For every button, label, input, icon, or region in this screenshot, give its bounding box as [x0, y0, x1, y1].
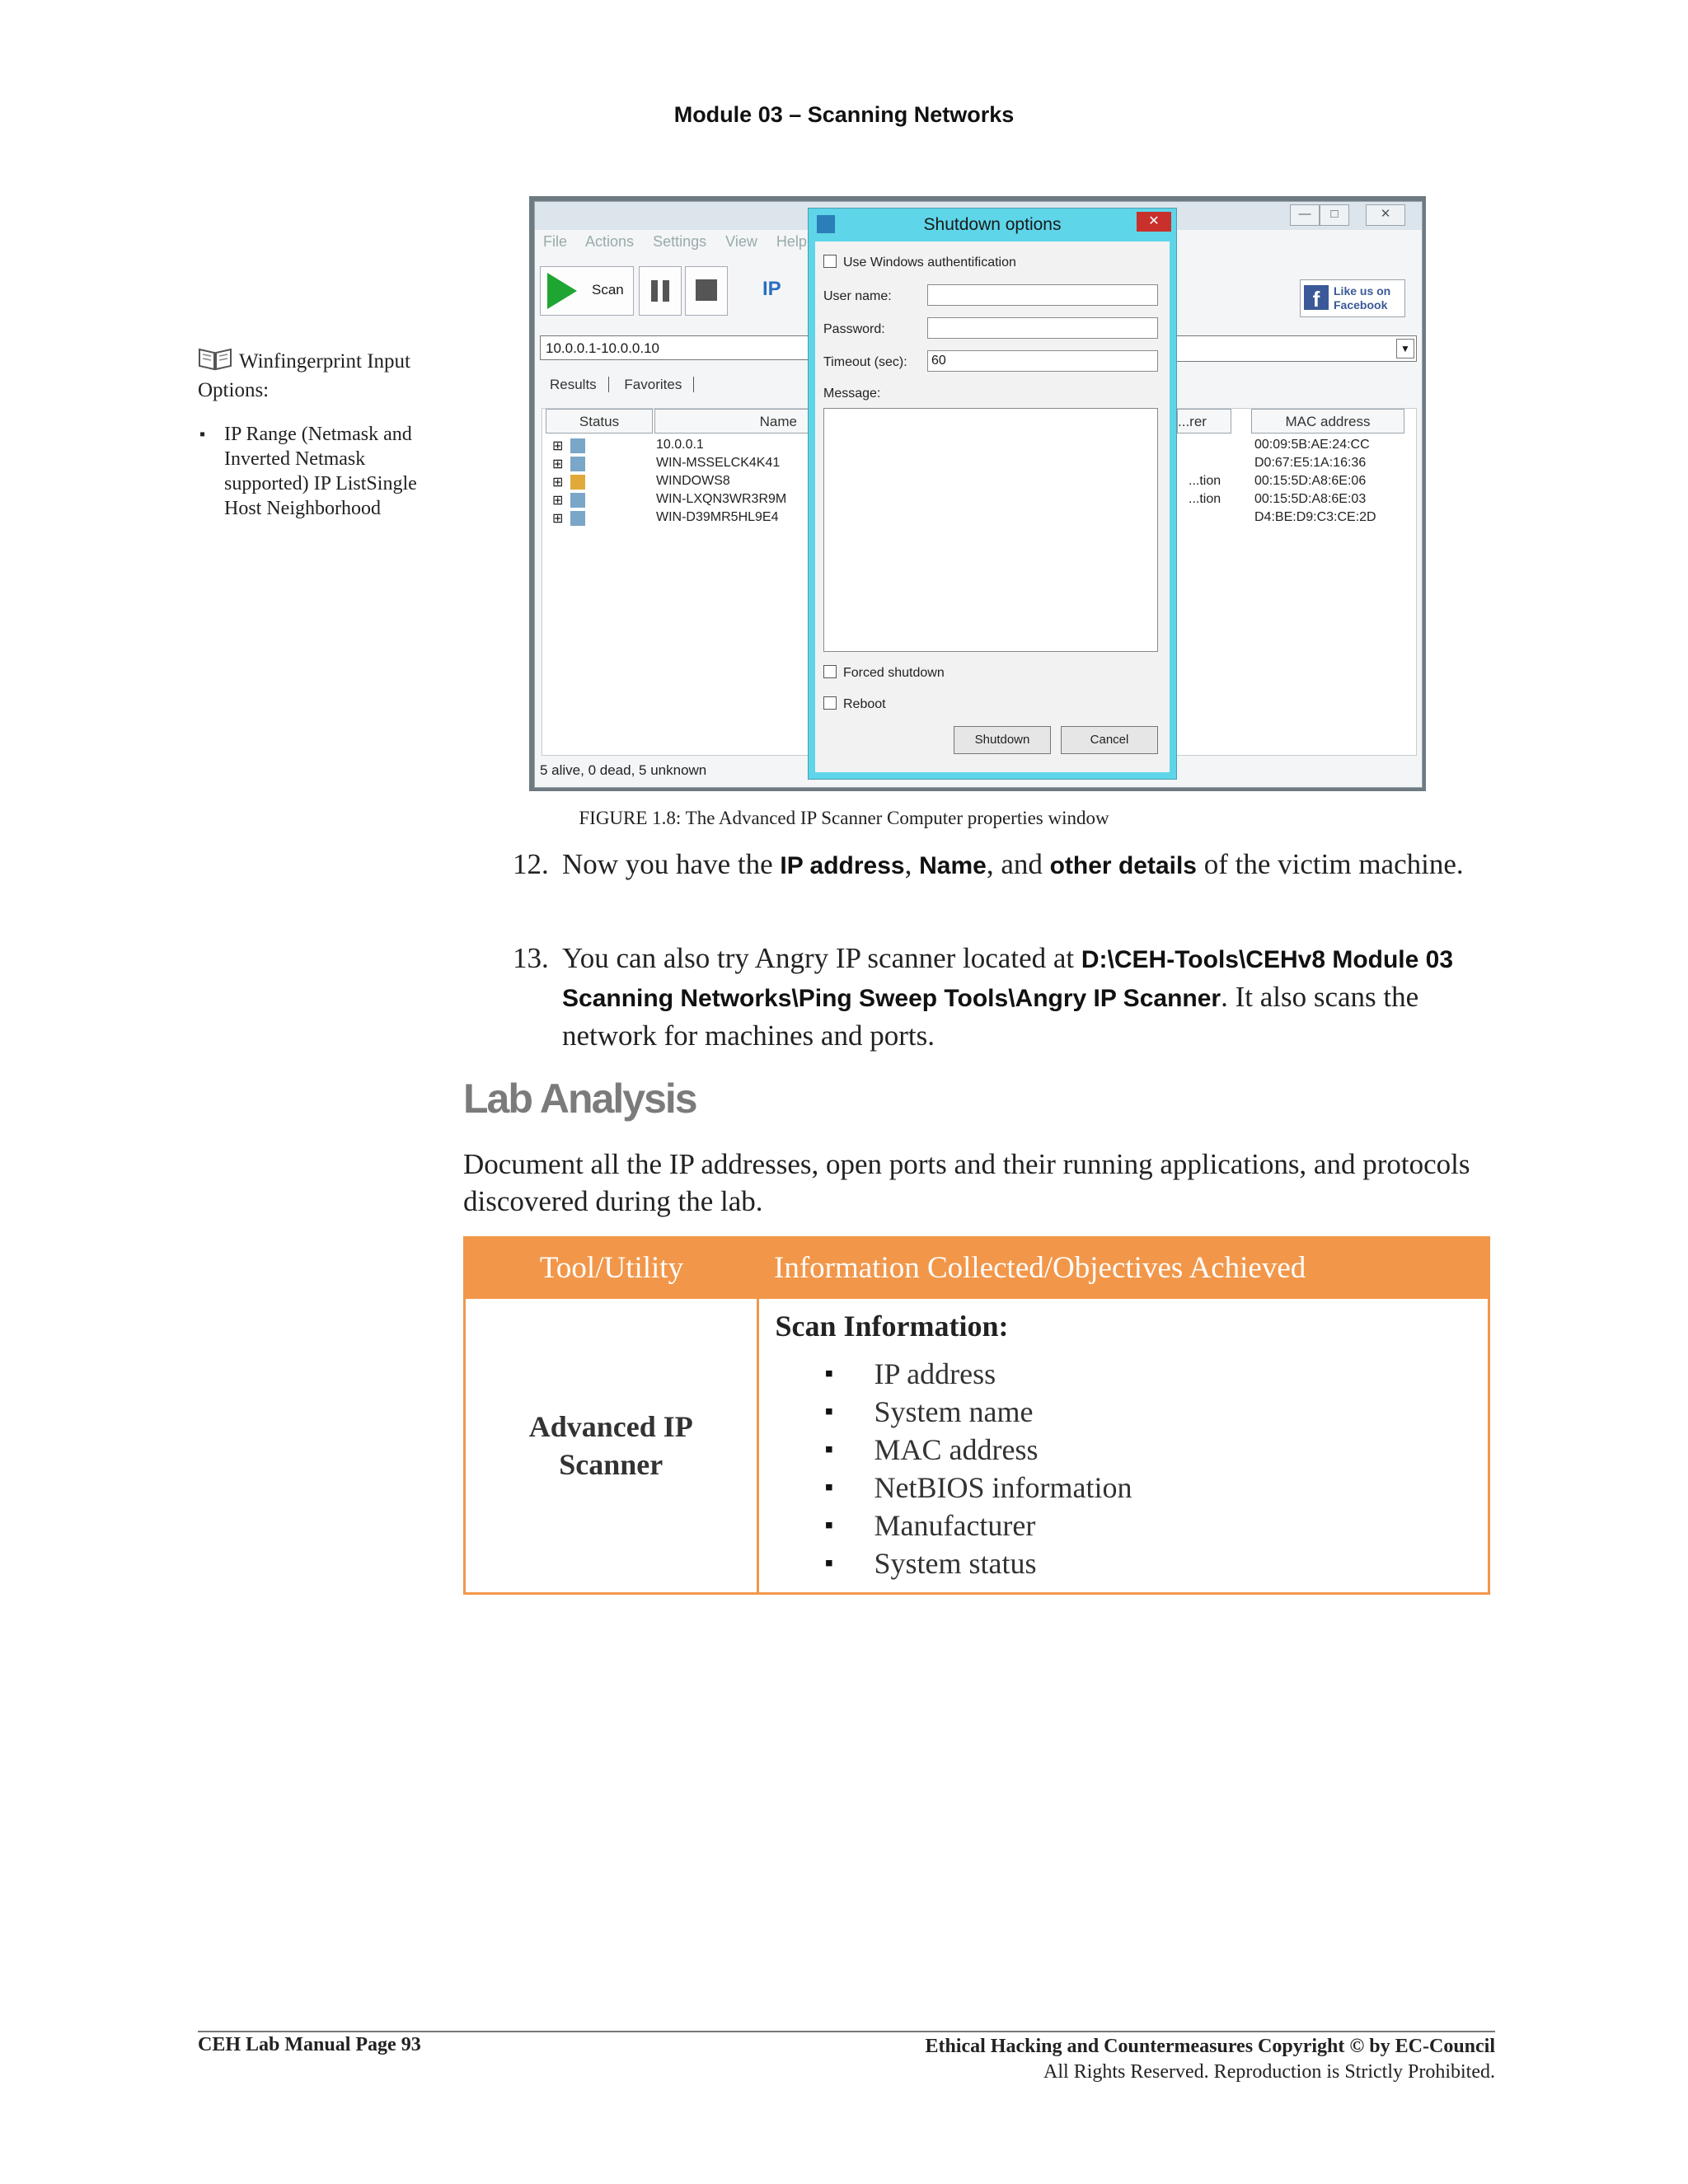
row-manufacturer: ...tion — [1189, 474, 1221, 488]
figure-caption: FIGURE 1.8: The Advanced IP Scanner Computer properties window — [579, 808, 1109, 828]
book-icon — [198, 346, 232, 377]
windows-auth-checkbox[interactable] — [823, 255, 1016, 270]
analysis-table — [463, 1236, 1490, 1595]
angry-ip-path: D:\CEH-Tools\CEHv8 Module 03 Scanning Networks\Ping Sweep Tools\Angry IP Scanner — [562, 946, 1454, 1012]
step-text-part: You can also try Angry IP scanner located at — [562, 942, 1081, 974]
scan-label: Scan — [592, 282, 624, 298]
sidebar-note-text: Winfingerprint Input Options: — [198, 350, 410, 401]
col-tool-utility: Tool/Utility — [465, 1238, 758, 1298]
menu-actions[interactable]: Actions — [585, 233, 635, 250]
list-item: ▪ IP address — [825, 1355, 1472, 1393]
reboot-label: Reboot — [843, 697, 886, 711]
results-tabs — [550, 377, 706, 393]
row-mac: 00:09:5B:AE:24:CC — [1254, 438, 1370, 452]
scan-info-title: Scan Information: — [775, 1310, 1009, 1343]
list-item: ▪ MAC address — [825, 1431, 1472, 1469]
expand-icon[interactable]: ⊞ — [552, 439, 564, 453]
step-bold-ip: IP address — [780, 852, 905, 879]
computer-icon — [570, 475, 585, 490]
row-manufacturer: ...tion — [1189, 492, 1221, 506]
menu-settings[interactable]: Settings — [653, 233, 707, 250]
col-mac[interactable]: MAC address — [1251, 409, 1404, 434]
password-label: Password: — [823, 322, 885, 336]
lab-analysis-heading: Lab Analysis — [463, 1076, 696, 1122]
lab-analysis-paragraph: Document all the IP addresses, open ports and their running applications, and protocols discovered during the lab. — [463, 1148, 1470, 1217]
computer-icon — [570, 493, 585, 508]
sidebar-list — [198, 422, 453, 521]
expand-icon[interactable]: ⊞ — [552, 476, 564, 490]
dialog-body — [815, 241, 1170, 772]
computer-icon — [570, 511, 585, 526]
shutdown-dialog — [808, 208, 1177, 780]
scan-info-list — [776, 1355, 1472, 1582]
tab-favorites[interactable]: Favorites — [624, 377, 694, 392]
row-mac: 00:15:5D:A8:6E:03 — [1254, 492, 1367, 506]
row-mac: D4:BE:D9:C3:CE:2D — [1254, 510, 1376, 524]
row-name: WIN-D39MR5HL9E4 — [656, 510, 779, 524]
row-name: WINDOWS8 — [656, 474, 730, 488]
table-header-row — [465, 1238, 1489, 1298]
footer-page: CEH Lab Manual Page 93 — [198, 2034, 421, 2055]
row-name: WIN-MSSELCK4K41 — [656, 456, 781, 470]
ip-range-input[interactable]: 10.0.0.1-10.0.0.10 — [540, 335, 812, 360]
menu-help[interactable]: Help — [776, 233, 807, 250]
password-field[interactable] — [927, 317, 1158, 339]
stop-button[interactable] — [685, 266, 728, 316]
page-header: Module 03 – Scanning Networks — [673, 102, 1015, 127]
username-field[interactable] — [927, 284, 1158, 306]
step-text-part: , — [904, 848, 920, 880]
dialog-title: Shutdown options — [923, 215, 1062, 234]
row-mac: 00:15:5D:A8:6E:06 — [1254, 474, 1367, 488]
step-text-part: . It also scans the network for machines and ports. — [562, 981, 1419, 1052]
menu-view[interactable]: View — [725, 233, 757, 250]
forced-shutdown-checkbox[interactable] — [823, 665, 945, 681]
message-textarea[interactable] — [823, 408, 1158, 652]
status-bar: 5 alive, 0 dead, 5 unknown — [540, 762, 707, 778]
col-status[interactable]: Status — [546, 409, 653, 434]
step-bold-details: other details — [1049, 852, 1197, 879]
message-label: Message: — [823, 387, 881, 401]
pause-button[interactable] — [639, 266, 682, 316]
tool-cell — [465, 1298, 758, 1594]
maximize-icon[interactable]: □ — [1320, 204, 1349, 226]
expand-icon[interactable]: ⊞ — [552, 457, 564, 471]
col-name[interactable]: Name — [654, 409, 811, 434]
tab-results[interactable]: Results — [550, 377, 609, 392]
shutdown-button[interactable]: Shutdown — [954, 726, 1051, 754]
windows-auth-label: Use Windows authentification — [843, 255, 1016, 269]
footer-copyright — [925, 2034, 1495, 2085]
sidebar-note — [198, 346, 445, 403]
tool-name: Advanced IP Scanner — [528, 1410, 693, 1481]
timeout-label: Timeout (sec): — [823, 355, 907, 369]
step-text-part: Now you have the — [562, 848, 781, 880]
footer-divider — [198, 2031, 1495, 2032]
step-text — [562, 846, 1469, 884]
step-text — [562, 940, 1469, 1054]
step-text-part: of the victim machine. — [1196, 848, 1464, 880]
dialog-close-button[interactable]: ✕ — [1137, 212, 1171, 232]
list-item: ▪ System name — [825, 1393, 1472, 1431]
info-cell — [757, 1298, 1489, 1594]
step-bold-name: Name — [919, 852, 987, 879]
cancel-button[interactable]: Cancel — [1061, 726, 1158, 754]
table-row — [465, 1298, 1489, 1594]
step-13 — [513, 940, 1469, 1054]
list-item: ▪ System status — [825, 1544, 1472, 1582]
step-12 — [513, 846, 1469, 884]
col-manufacturer[interactable]: ...rer — [1177, 409, 1231, 434]
scan-button[interactable] — [540, 266, 634, 316]
facebook-like-button[interactable] — [1300, 279, 1405, 317]
col-information: Information Collected/Objectives Achieved — [757, 1238, 1489, 1298]
play-icon — [547, 273, 577, 309]
list-item: ▪ NetBIOS information — [825, 1469, 1472, 1507]
close-icon[interactable]: ✕ — [1366, 204, 1405, 226]
username-label: User name: — [823, 289, 892, 303]
row-name: WIN-LXQN3WR3R9M — [656, 492, 787, 506]
forced-shutdown-label: Forced shutdown — [843, 666, 945, 680]
timeout-field[interactable]: 60 — [927, 350, 1158, 372]
expand-icon[interactable]: ⊞ — [552, 512, 564, 526]
minimize-icon[interactable]: — — [1290, 204, 1320, 226]
step-number: 13. — [513, 942, 549, 974]
menu-bar — [543, 233, 822, 251]
footer-copyright-line2: All Rights Reserved. Reproduction is Strictly Prohibited. — [1043, 2061, 1495, 2083]
reboot-checkbox[interactable] — [823, 696, 886, 712]
row-mac: D0:67:E5:1A:16:36 — [1254, 456, 1367, 470]
chevron-down-icon: ▼ — [1396, 339, 1414, 359]
sidebar-list-item: ▪ IP Range (Netmask and Inverted Netmask supported) IP ListSingle Host Neighborhood — [198, 422, 453, 521]
ip-button[interactable]: IP — [762, 278, 781, 300]
step-text-part: , and — [986, 848, 1050, 880]
computer-icon — [570, 438, 585, 453]
menu-file[interactable]: File — [543, 233, 568, 250]
range-dropdown[interactable] — [1176, 335, 1417, 362]
expand-icon[interactable]: ⊞ — [552, 494, 564, 508]
step-number: 12. — [513, 848, 549, 880]
footer-copyright-line1: Ethical Hacking and Countermeasures Copyright © by EC-Council — [925, 2036, 1495, 2057]
facebook-icon: f — [1304, 285, 1329, 310]
computer-icon — [570, 457, 585, 471]
list-item: ▪ Manufacturer — [825, 1507, 1472, 1544]
row-name: 10.0.0.1 — [656, 438, 704, 452]
facebook-label: Like us on Facebook — [1334, 284, 1391, 312]
